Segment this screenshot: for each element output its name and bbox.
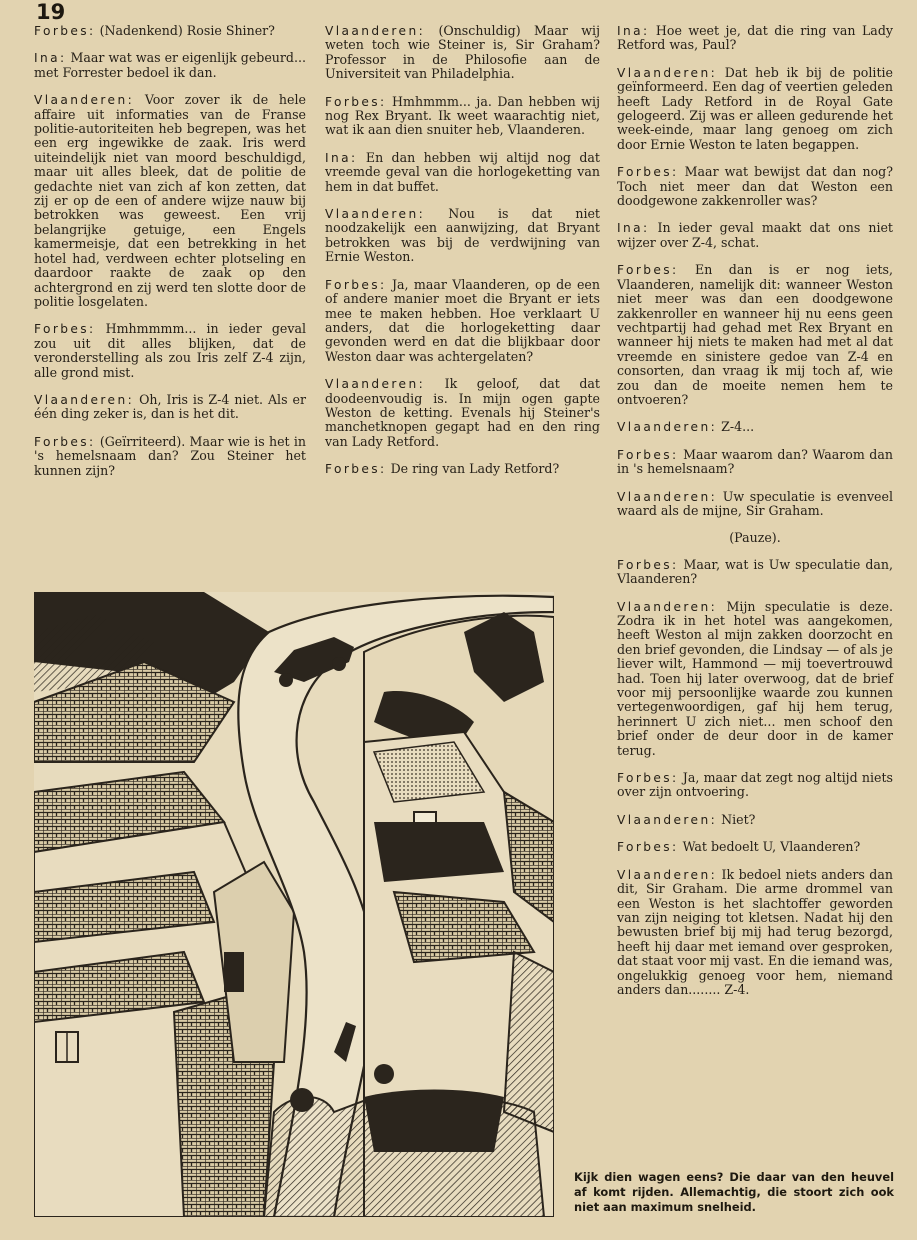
speaker-name: Vlaanderen: — [617, 812, 718, 827]
dialogue-text: Maar, wat is Uw speculatie dan, Vlaanderen? — [617, 556, 893, 587]
dialogue-line — [34, 93, 306, 309]
dialogue-line — [617, 165, 893, 208]
dialogue-line — [617, 868, 893, 998]
dialogue-line — [34, 322, 306, 380]
dialogue-line — [617, 813, 893, 827]
text-column-1 — [34, 24, 306, 491]
dialogue-line — [617, 558, 893, 587]
dialogue-text: (Onschuldig) Maar wij weten toch wie Steiner is, Sir Graham? Professor in de Philosofie aan de Universiteit van Philadelphia. — [325, 23, 600, 82]
speaker-name: Vlaanderen: — [617, 420, 718, 435]
dialogue-text: Ik bedoel niets anders dan dit, Sir Graham. Die arme drommel van een Weston is het slachtoffer geworden van zijn neiging tot kletsen. Nadat hij den bewusten brief bij mij had terug bezorgd, heeft hij daar met iemand over gesproken, dat staat voor mij vast. En die iemand was, ongelukkig genoeg voor hem, niemand anders dan........ Z-4. — [617, 866, 893, 997]
speaker-name: Vlaanderen: — [325, 377, 426, 392]
dialogue-line — [617, 600, 893, 758]
dialogue-text: Ik geloof, dat dat doodeenvoudig is. In mijn ogen gapte Weston de ketting. Evenals hij Steiner's manchetknopen gegapt had en den ring van Lady Retford. — [325, 376, 600, 449]
dialogue-line — [325, 278, 600, 364]
dialogue-text: Maar wat was er eigenlijk gebeurd... met Forrester bedoel ik dan. — [34, 50, 306, 80]
speaker-name: Forbes: — [34, 24, 96, 38]
speaker-name: Vlaanderen: — [325, 207, 426, 222]
dialogue-line — [617, 448, 893, 477]
dialogue-line — [325, 462, 600, 476]
dialogue-line — [325, 207, 600, 265]
dialogue-text: Niet? — [721, 811, 756, 827]
speaker-name: Forbes: — [617, 165, 679, 180]
dialogue-text: Oh, Iris is Z-4 niet. Als er één ding zeker is, dan is het dit. — [34, 391, 306, 422]
dialogue-text: En dan hebben wij altijd nog dat vreemde geval van die horlogeketting van hem in dat buffet. — [325, 149, 600, 194]
speaker-name: Forbes: — [617, 447, 679, 462]
text-column-2 — [325, 24, 600, 490]
dialogue-line — [325, 24, 600, 82]
dialogue-text: Nou is dat niet noodzakelijk een aanwijzing, dat Bryant betrokken was bij de verdwijning van Ernie Weston. — [325, 206, 600, 265]
dialogue-text: Ja, maar dat zegt nog altijd niets over zijn ontvoering. — [617, 770, 893, 800]
speaker-name: Ina: — [34, 51, 67, 66]
dialogue-line — [34, 24, 306, 38]
speaker-name: Vlaanderen: — [617, 489, 718, 504]
dialogue-line — [325, 377, 600, 449]
dialogue-text: (Geïrriteerd). Maar wie is het in 's hemelsnaam dan? Zou Steiner het kunnen zijn? — [34, 433, 306, 478]
stage-direction: (Pauze). — [729, 530, 781, 546]
speaker-name: Vlaanderen: — [325, 24, 426, 38]
speaker-name: Vlaanderen: — [34, 392, 135, 407]
dialogue-line — [617, 221, 893, 250]
speaker-name: Forbes: — [325, 462, 387, 477]
dialogue-text: Uw speculatie is evenveel waard als de mijne, Sir Graham. — [617, 488, 893, 518]
dialogue-text: Wat bedoelt U, Vlaanderen? — [682, 839, 861, 855]
speaker-name: Forbes: — [325, 94, 387, 109]
dialogue-text: Voor zover ik de hele affaire uit informaties van de Franse politie-autoriteiten heb begrepen, was het een erg ingewikke de zaak. Iris werd uiteindelijk niet van moord beschuldigd, maar uit alles bleek, dat de politie de gedachte niet van zich af kon zetten, dat zij er op de een of andere wijze nauw bij betrokken was geweest. Een vrij belangrijke getuige, een Engels kamermeisje, dat een betrekking in het hotel had, verdween echter plotseling en daardoor raakte de zaak op den achtergrond en zij werd ten slotte door de politie losgelaten. — [34, 92, 306, 309]
dialogue-line — [325, 95, 600, 138]
dialogue-line — [325, 151, 600, 194]
speaker-name: Vlaanderen: — [617, 599, 718, 614]
speaker-name: Forbes: — [617, 840, 679, 855]
dialogue-line — [34, 393, 306, 422]
speaker-name: Vlaanderen: — [34, 93, 135, 108]
dialogue-line — [34, 435, 306, 478]
speaker-name: Vlaanderen: — [617, 867, 718, 882]
speaker-name: Forbes: — [617, 771, 679, 786]
dialogue-text: Hmhmmmm... in ieder geval zou uit dit alles blijken, dat de veronderstelling als zou Iris zelf Z-4 zijn, alle grond mist. — [34, 321, 306, 380]
dialogue-text: Mijn speculatie is deze. Zodra ik in het hotel was aangekomen, heeft Weston al mijn zakken doorzocht en den brief gevonden, die Lindsay — of als je liever wilt, Hammond — mij toevertrouwd had. Toen hij later overwoog, dat de brief voor mij persoonlijke waarde zou kunnen vertegenwoordigen, gaf hij hem terug, herinnert U zich niet... men schoof den brief onder de deur door in de kamer terug. — [617, 598, 893, 758]
speaker-name: Vlaanderen: — [617, 65, 718, 80]
speaker-name: Forbes: — [325, 277, 387, 292]
speaker-name: Ina: — [617, 24, 650, 38]
illustration-caption: Kijk dien wagen eens? Die daar van den heuvel af komt rijden. Allemachtig, die stoort zich ook niet aan maximum snelheid. — [574, 1170, 894, 1214]
dialogue-text: Ja, maar Vlaanderen, op de een of andere manier moet die Bryant er iets mee te maken hebben. Hoe verklaart U anders, dat die horlogeketting daar gevonden werd en dat die blijkbaar door Weston daar was achtergelaten? — [325, 276, 600, 364]
dialogue-text: In ieder geval maakt dat ons niet wijzer over Z-4, schat. — [617, 220, 893, 250]
speaker-name: Ina: — [325, 150, 358, 165]
dialogue-text: Hmhmmm... ja. Dan hebben wij nog Rex Bryant. Ik weet waarachtig niet, wat ik aan dien snuiter heb, Vlaanderen. — [325, 93, 600, 138]
speaker-name: Forbes: — [34, 434, 96, 449]
text-column-3 — [617, 24, 893, 1010]
dialogue-text: Maar waarom dan? Waarom dan in 's hemelsnaam? — [617, 446, 893, 477]
dialogue-text: En dan is er nog iets, Vlaanderen, namelijk dit: wanneer Weston niet meer was dan een doodgewone zakkenroller en wanneer hij nu eens geen vechtpartij had gehad met Rex Bryant en wanneer hij niets te maken had met al dat vreemde en sinistere gedoe van Z-4 en consorten, dan vraag ik mij toch af, wie zou dan de moeite nemen hem te ontvoeren? — [617, 262, 893, 407]
dialogue-text: Hoe weet je, dat die ring van Lady Retford was, Paul? — [617, 23, 893, 53]
dialogue-line — [617, 771, 893, 800]
dialogue-text: Dat heb ik bij de politie geïnformeerd. Een dag of veertien geleden heeft Lady Retford in de Royal Gate gelogeerd. Zij was er alleen gedurende het week-einde, maar lang genoeg om zich door Ernie Weston te laten begappen. — [617, 64, 893, 152]
speaker-name: Ina: — [617, 221, 650, 236]
dialogue-line — [617, 490, 893, 519]
dialogue-line — [34, 51, 306, 80]
dialogue-text: Z-4... — [721, 419, 755, 435]
dialogue-line — [617, 24, 893, 53]
dialogue-line — [617, 420, 893, 434]
dialogue-line — [617, 66, 893, 152]
dialogue-text: (Nadenkend) Rosie Shiner? — [99, 23, 275, 38]
page-number: 19 — [36, 0, 66, 24]
dialogue-line — [617, 840, 893, 854]
dialogue-text: Maar wat bewijst dat dan nog? Toch niet meer dan dat Weston een doodgewone zakkenroller was? — [617, 164, 893, 209]
dialogue-line — [617, 263, 893, 407]
speaker-name: Forbes: — [617, 557, 679, 572]
speaker-name: Forbes: — [34, 322, 96, 337]
speaker-name: Forbes: — [617, 263, 679, 278]
dialogue-text: De ring van Lady Retford? — [390, 461, 560, 477]
street-scene-illustration — [34, 592, 554, 1217]
